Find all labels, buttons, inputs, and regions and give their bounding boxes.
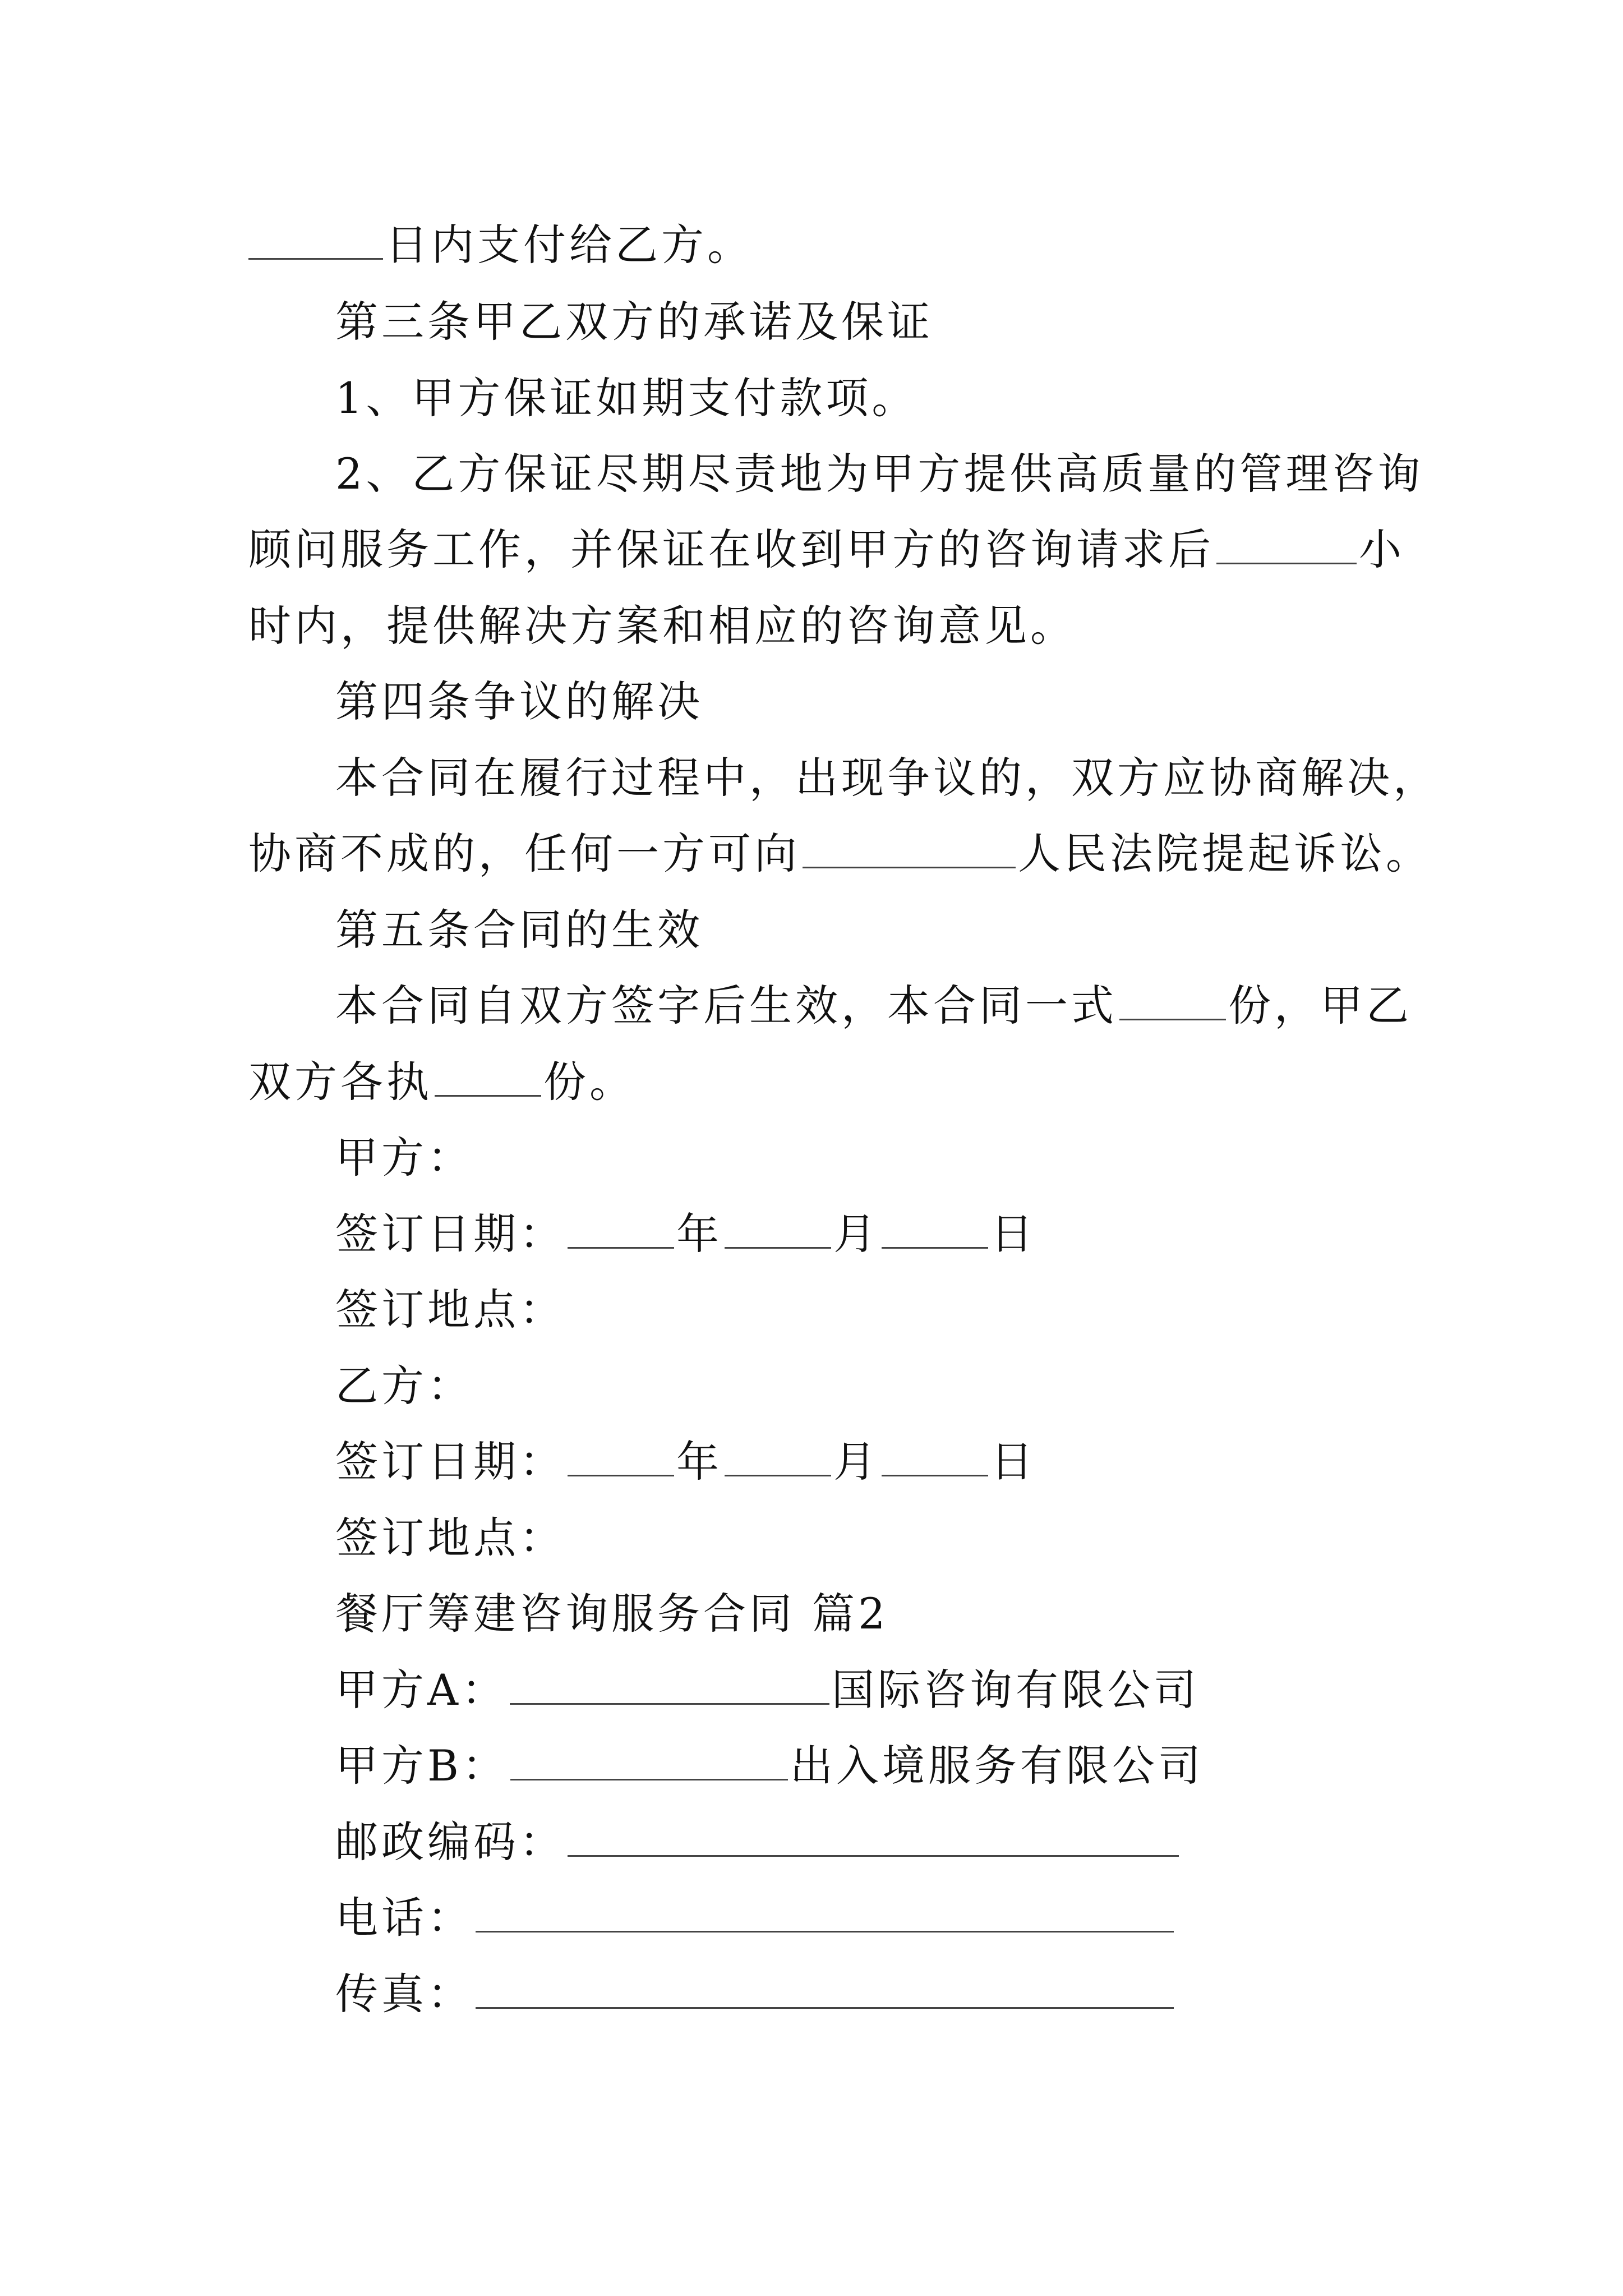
fill-blank	[568, 1440, 674, 1476]
section-heading-5: 第五条合同的生效	[335, 905, 703, 955]
phone-line: 电话：	[335, 1890, 1176, 1946]
paragraph-line: 双方各执 份。	[248, 1057, 635, 1107]
fill-blank	[568, 1212, 674, 1249]
fill-blank	[1119, 984, 1226, 1020]
party-a-sign-place: 签订地点：	[335, 1285, 565, 1335]
party-b-name-line: 甲方B： 出入境服务有限公司	[335, 1741, 1204, 1791]
paragraph-line: 时内，提供解决方案和相应的咨询意见。	[248, 601, 1076, 651]
paragraph-line: 本合同在履行过程中，出现争议的，双方应协商解决，	[335, 753, 1439, 803]
party-b-sign-date: 签订日期： 年 月 日	[335, 1437, 1036, 1487]
fill-blank	[476, 1896, 1174, 1932]
section-heading-3: 第三条甲乙双方的承诺及保证	[335, 297, 933, 347]
party-a-label: 甲方：	[335, 1133, 473, 1182]
party-a-name-line: 甲方A： 国际咨询有限公司	[335, 1665, 1200, 1715]
fill-blank	[568, 1820, 1179, 1857]
party-a-sign-date: 签订日期： 年 月 日	[335, 1209, 1036, 1259]
fill-blank	[1216, 528, 1357, 564]
fill-blank	[803, 832, 1016, 868]
clause-item-1: 1、甲方保证如期支付款项。	[335, 373, 918, 423]
fill-blank	[725, 1440, 831, 1476]
fill-blank	[510, 1744, 788, 1780]
party-b-label: 乙方：	[335, 1361, 473, 1411]
section-heading-4: 第四条争议的解决	[335, 677, 703, 726]
party-b-sign-place: 签订地点：	[335, 1513, 565, 1563]
postal-code-line: 邮政编码：	[335, 1814, 1181, 1870]
paragraph-line: 日内支付给乙方。	[248, 217, 753, 273]
paragraph-line: 本合同自双方签字后生效，本合同一式 份，甲乙	[335, 981, 1412, 1030]
fill-blank	[435, 1060, 541, 1097]
fill-blank	[510, 1668, 829, 1705]
fill-blank	[476, 1972, 1174, 2009]
contract-title-part-2: 餐厅筹建咨询服务合同 篇2	[335, 1589, 889, 1639]
fill-blank	[725, 1212, 831, 1249]
paragraph-line: 协商不成的，任何一方可向 人民法院提起诉讼。	[248, 829, 1432, 878]
paragraph-line: 顾问服务工作，并保证在收到甲方的咨询请求后 小	[248, 524, 1405, 574]
clause-item-2: 2、乙方保证尽期尽责地为甲方提供高质量的管理咨询	[335, 449, 1424, 499]
fax-line: 传真：	[335, 1966, 1176, 2022]
fill-blank	[248, 223, 383, 260]
fill-blank	[882, 1212, 988, 1249]
fill-blank	[882, 1440, 988, 1476]
